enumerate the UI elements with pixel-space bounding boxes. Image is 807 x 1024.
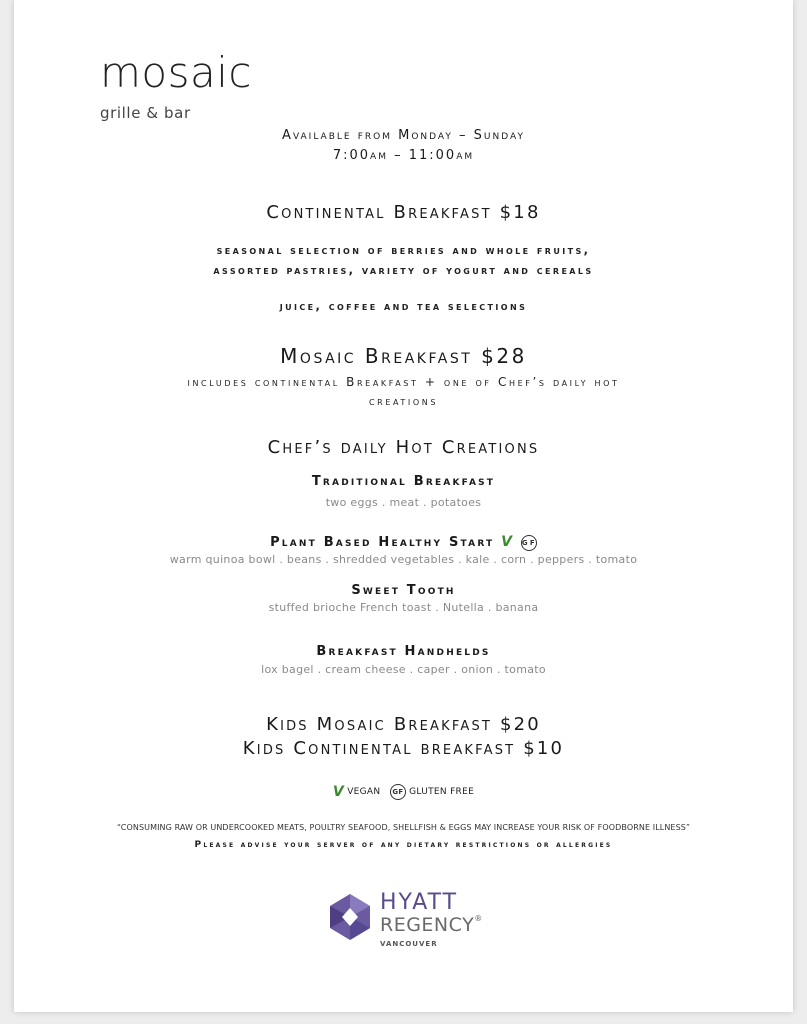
- item-desc-plant-based: warm quinoa bowl . beans . shredded vegetables . kale . corn . peppers . tomato: [169, 553, 638, 566]
- legend-gluten-free-label: GLUTEN FREE: [409, 787, 475, 797]
- mosaic-breakfast-title: Mosaic Breakfast $28: [280, 344, 527, 368]
- item-desc-traditional: two eggs . meat . potatoes: [325, 496, 482, 509]
- availability-days: Available from Monday – Sunday: [282, 128, 525, 143]
- hot-creations-title: Chef’s daily Hot Creations: [267, 437, 540, 458]
- kids-mosaic-breakfast: Kids Mosaic Breakfast $20: [266, 714, 541, 735]
- mosaic-desc-line2: creations: [368, 394, 439, 408]
- continental-desc-line2: assorted pastries, variety of yogurt and cereals: [213, 263, 594, 277]
- continental-desc-line1: seasonal selection of berries and whole fruits,: [216, 243, 591, 257]
- item-desc-handhelds: lox bagel . cream cheese . caper . onion . tomato: [261, 663, 546, 676]
- hyatt-brand-name: HYATT: [380, 890, 459, 915]
- restaurant-logo-subtitle: grille & bar: [100, 104, 191, 122]
- allergy-advisory: Please advise your server of any dietary restrictions or allergies: [194, 840, 613, 850]
- mosaic-breakfast-description: [14, 373, 793, 411]
- legend-vegan-icon: V: [332, 784, 345, 800]
- hyatt-emblem-icon: [328, 892, 372, 942]
- foodborne-warning: “CONSUMING RAW OR UNDERCOOKED MEATS, POULTRY SEAFOOD, SHELLFISH & EGGS MAY INCREASE YOUR RISK OF FOODBORNE ILLNESS”: [116, 823, 691, 832]
- item-name-sweet-tooth: Sweet Tooth: [351, 583, 456, 598]
- item-name-handhelds: Breakfast Handhelds: [316, 644, 491, 659]
- regency-text: [380, 914, 483, 936]
- item-name-plant-based-label: Plant Based Healthy Start: [270, 535, 495, 550]
- mosaic-desc-line1: includes continental Breakfast + one of Chef’s daily hot: [187, 375, 620, 389]
- legend-gluten-free-icon: GF: [390, 784, 406, 800]
- legend-vegan-label: VEGAN: [347, 787, 381, 797]
- kids-continental-breakfast: Kids Continental breakfast $10: [242, 738, 565, 759]
- availability: [14, 126, 793, 166]
- availability-hours: 7:00am – 11:00am: [332, 148, 475, 163]
- dietary-legend: [14, 784, 793, 800]
- vegan-icon: V: [501, 534, 515, 550]
- menu-page: [14, 0, 793, 1012]
- hyatt-regency-logo: [328, 890, 528, 954]
- continental-description: [14, 240, 793, 280]
- registered-mark: ®: [474, 914, 483, 923]
- item-desc-sweet-tooth: stuffed brioche French toast . Nutella . banana: [268, 601, 539, 614]
- item-name-traditional: Traditional Breakfast: [311, 474, 496, 489]
- continental-title: Continental Breakfast $18: [266, 202, 541, 223]
- item-name-plant-based: [14, 534, 793, 551]
- vancouver-label: VANCOUVER: [380, 940, 438, 948]
- regency-label: REGENCY: [380, 914, 475, 936]
- continental-drinks: juice, coffee and tea selections: [279, 299, 528, 313]
- restaurant-logo-word: mosaic: [100, 48, 252, 97]
- gluten-free-icon: GF: [521, 535, 537, 551]
